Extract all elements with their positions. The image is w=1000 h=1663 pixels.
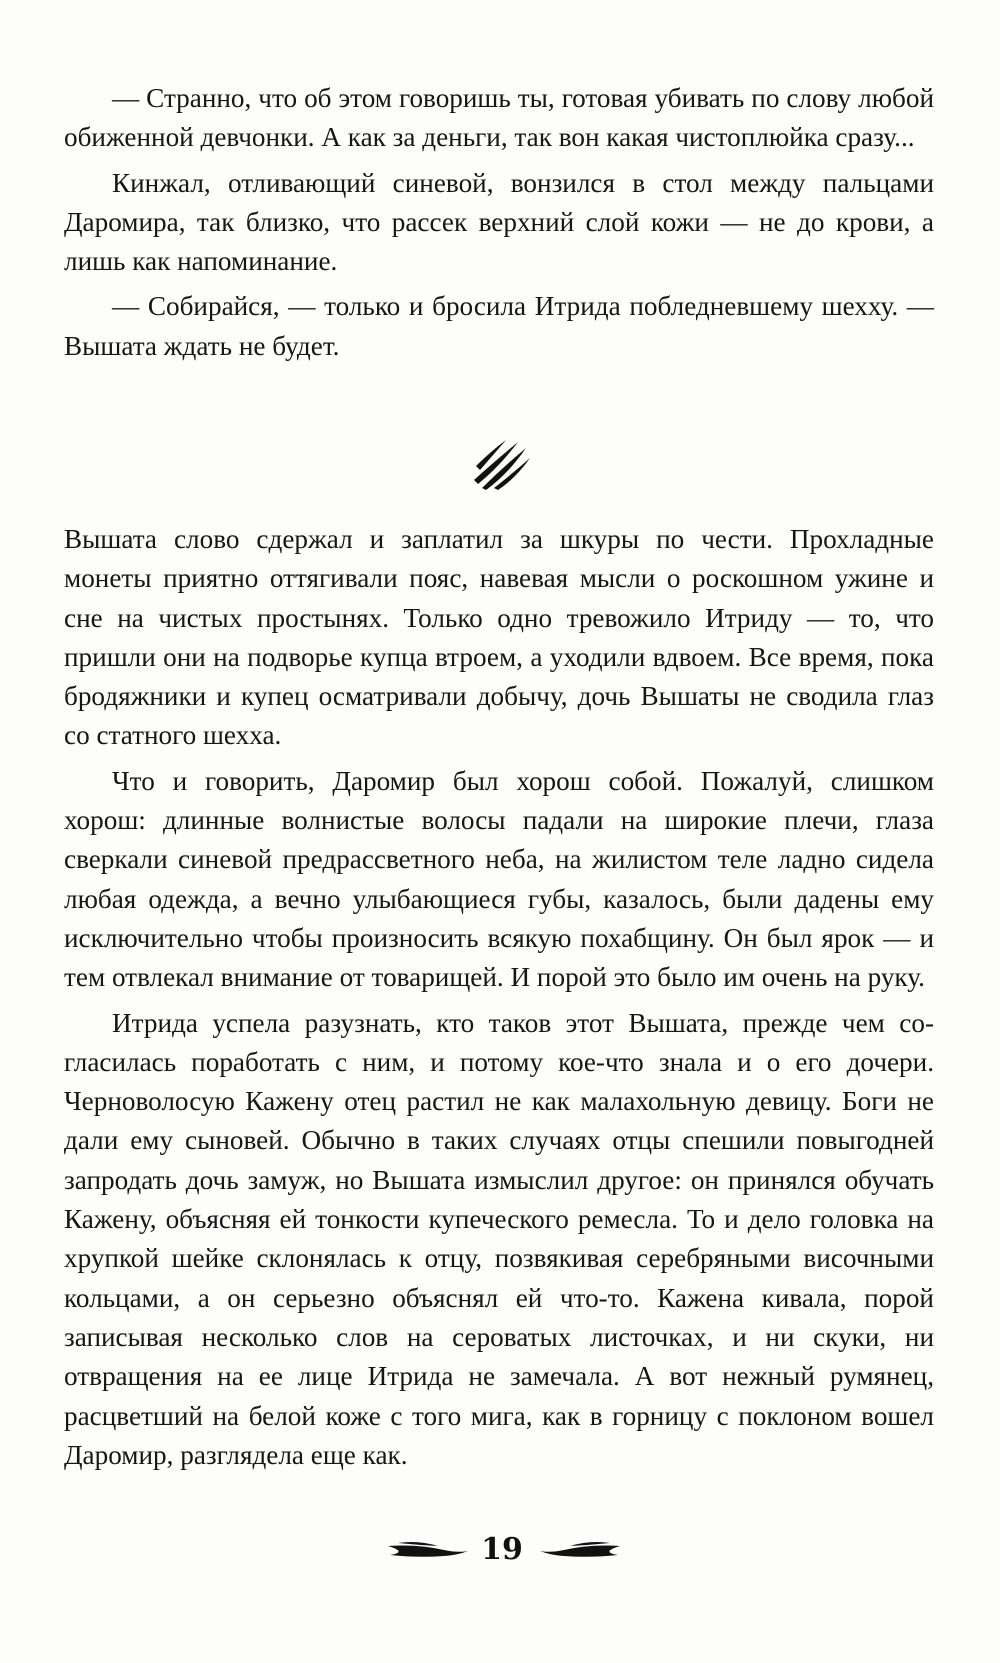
text-section-bottom [64, 520, 934, 1475]
paragraph: — Странно, что об этом говоришь ты, готовая убивать по слову любой обиженной девчонки. А как за деньги, так вон какая чистоплюйка сразу... [64, 83, 934, 153]
claw-marks-icon [468, 438, 534, 490]
page-number: 19 [481, 1532, 523, 1567]
right-wing-ornament-icon [538, 1540, 620, 1562]
paragraph: — Собирайся, — только и бросила Итрида побледневшему шехху. — Вышата ждать не будет. [64, 291, 934, 361]
page-footer [0, 1530, 1000, 1570]
paragraph: Кинжал, отливающий синевой, вонзился в стол между пальцами Даромира, так близко, что рассек верхний слой кожи — не до крови, а лишь как напоминание. [64, 167, 934, 277]
paragraph: Вышата слово сдержал и заплатил за шкуры по чести. Прохладные монеты приятно оттягивали пояс, навевая мысли о роскошном ужине и сне на чистых простынях. Только одно тревожило Итриду — то, что пришли они на подворье купца втроем, а уходили вдвоем. Все время, пока бродяжники и купец осматривали добычу, дочь Вышаты не сводила глаз со статного шехха. [64, 524, 934, 751]
left-wing-ornament-icon [388, 1540, 470, 1562]
text-section-top [64, 79, 934, 366]
paragraph: Итрида успела разузнать, кто таков этот Вышата, прежде чем согласилась поработать с ним, и потому кое-что знала и о его дочери. Черноволосую Кажену отец растил не как малахольную девицу. Боги не дали ему сыновей. Обычно в таких случаях отцы спешили повыгодней запродать дочь замуж, но Вышата измыслил другое: он принялся обучать Кажену, объясняя ей тонкости купеческого ремесла. То и дело головка на хрупкой шейке склонялась к отцу, позвякивая серебряными височными кольцами, а он серьезно объяснял ей что-то. Кажена кивала, порой записывая несколько слов на сероватых листочках, и ни скуки, ни отвращения на ее лице Итрида не замечала. А вот нежный румянец, расцветший на белой коже с того мига, как в горницу с поклоном вошел Даромир, разглядела еще как. [64, 1007, 934, 1470]
paragraph: Что и говорить, Даромир был хорош собой. Пожалуй, слишком хорош: длинные волнистые волосы падали на широкие плечи, глаза сверкали синевой предрассветного неба, на жилистом теле ладно сидела любая одежда, а вечно улыбающиеся губы, казалось, были дадены ему исключительно чтобы произносить всякую похабщину. Он был ярок — и тем отвлекал внимание от товарищей. И порой это было им очень на руку. [64, 765, 934, 993]
